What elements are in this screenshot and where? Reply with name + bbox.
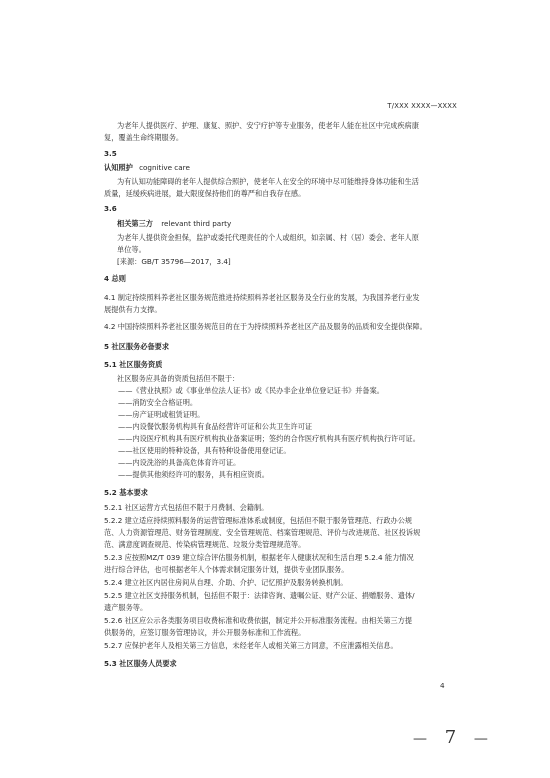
definition-3-6-line-1: 为老年人提供资金担保，监护或委托代理责任的个人或组织，如亲属、村（居）委会、老年人原 xyxy=(117,233,419,242)
clause-5-2-4: 5.2.4 建立社区内居住房间从自理、介助、介护、记忆照护及服务转换机制。 xyxy=(104,578,348,587)
page-number-value: 7 xyxy=(444,727,463,748)
clause-5-2-5-line-1: 5.2.5 建立社区支持服务机制，包括但不限于：法律咨询、遗嘱公证、财产公证、捐赠服务、遗体/ xyxy=(104,591,415,600)
clause-5-2-2-line-1: 5.2.2 建立适应持续照料服务的运营管理标准体系或制度，包括但不限于服务管理范、行政办公规 xyxy=(104,516,413,525)
dash-right: — xyxy=(473,731,494,747)
clause-4-2: 4.2 中国持续照料养老社区服务规范目的在于为持续照料养老社区产品及服务的品质和安全提供保障。 xyxy=(104,322,427,331)
section-5-1-title: 5.1 社区服务资质 xyxy=(104,360,163,369)
clause-5-2-1: 5.2.1 社区运营方式包括但不限于月费制、会籍制。 xyxy=(104,503,269,512)
term-cognitive-care xyxy=(104,163,190,174)
section-3-6-number: 3.6 xyxy=(104,204,117,213)
clause-4-1-line-1: 4.1 制定持续照料养老社区服务规范推进持续照料养老社区服务及全行业的发展，为我国养老行业发 xyxy=(104,293,420,302)
clause-5-2-5-line-2: 遗产服务等。 xyxy=(104,603,148,612)
definition-3-5-line-1: 为有认知功能障碍的老年人提供综合照护，使老年人在安全的环境中尽可能维持身体功能和生活 xyxy=(117,177,419,186)
definition-3-6-source: [来源：GB/T 35796—2017，3.4] xyxy=(117,257,231,266)
section-5-1-intro: 社区服务应具备的资质包括但不限于： xyxy=(117,374,240,383)
clause-5-2-2-line-3: 范、满意度调查规范、传染病管理规范、垃圾分类管理规范等。 xyxy=(104,540,306,549)
section-5-2-title: 5.2 基本要求 xyxy=(104,488,148,497)
page-number-large xyxy=(413,727,494,748)
section-3-5-number: 3.5 xyxy=(104,149,117,158)
clause-5-2-3-line-2: 进行综合评估，也可根据老年人个体需求制定服务计划，提供专业团队服务。 xyxy=(104,565,349,574)
clause-5-2-6-line-2: 供服务的，应签订服务管理协议，并公开服务标准和工作流程。 xyxy=(104,628,306,637)
clause-5-2-7: 5.2.7 应保护老年人及相关第三方信息，未经老年人或相关第三方同意，不应泄露相关信息。 xyxy=(104,641,398,650)
clause-5-2-2-line-2: 范、人力资源管理范、财务管理制度、安全管理规范、档案管理规范、评价与改进规范、社区投诉规 xyxy=(104,528,421,537)
qualification-item: ——社区使用的特种设备，具有特种设备使用登记证。 xyxy=(118,446,291,455)
section-5-3-title: 5.3 社区服务人员要求 xyxy=(104,659,177,668)
definition-3-5-line-2: 质量，延缓疾病进展，最大限度保持他们的尊严和自我存在感。 xyxy=(104,189,306,198)
term-cn: 认知照护 xyxy=(104,163,133,172)
qualification-item: ——房产证明或租赁证明。 xyxy=(118,410,205,419)
term-cn: 相关第三方 xyxy=(117,219,153,228)
section-5-title: 5 社区服务必备要求 xyxy=(104,342,170,351)
qualification-item: ——《营业执照》或《事业单位法人证书》或《民办非企业单位登记证书》并备案。 xyxy=(118,386,384,395)
intro-line-2: 复，覆盖生命终期服务。 xyxy=(104,133,184,142)
qualification-item: ——内设洗浴的具备高危体育许可证。 xyxy=(118,458,241,467)
clause-5-2-6-line-1: 5.2.6 社区应公示各类服务项目收费标准和收费依据，制定并公开标准服务流程。由相关第三方提 xyxy=(104,616,413,625)
term-en: cognitive care xyxy=(139,163,190,172)
section-4-title: 4 总则 xyxy=(104,274,126,283)
document-number: T/XXX XXXX—XXXX xyxy=(387,102,457,110)
qualification-item: ——消防安全合格证明。 xyxy=(118,398,198,407)
clause-5-2-3-line-1: 5.2.3 应按照MZ/T 039 建立综合评估服务机制，根据老年人健康状况和生活自理 5.2.4 能力情况 xyxy=(104,553,414,562)
definition-3-6-line-2: 单位等。 xyxy=(117,245,146,254)
clause-4-1-line-2: 展提供有力支撑。 xyxy=(104,305,162,314)
qualification-item: ——内设医疗机构具有医疗机构执业备案证明；签约的合作医疗机构具有医疗机构执行许可证。 xyxy=(118,434,420,443)
page-number-small: 4 xyxy=(440,681,445,690)
term-relevant-third-party xyxy=(117,219,231,230)
dash-left: — xyxy=(413,731,433,747)
term-en: relevant third party xyxy=(161,219,232,228)
qualification-item: ——提供其他须经许可的服务，具有相应资质。 xyxy=(118,470,269,479)
intro-line-1: 为老年人提供医疗、护理、康复、照护、安宁疗护等专业服务，使老年人能在社区中完成疾病康 xyxy=(117,121,419,130)
qualification-item: ——内设餐饮服务机构具有食品经营许可证和公共卫生许可证 xyxy=(118,422,313,431)
